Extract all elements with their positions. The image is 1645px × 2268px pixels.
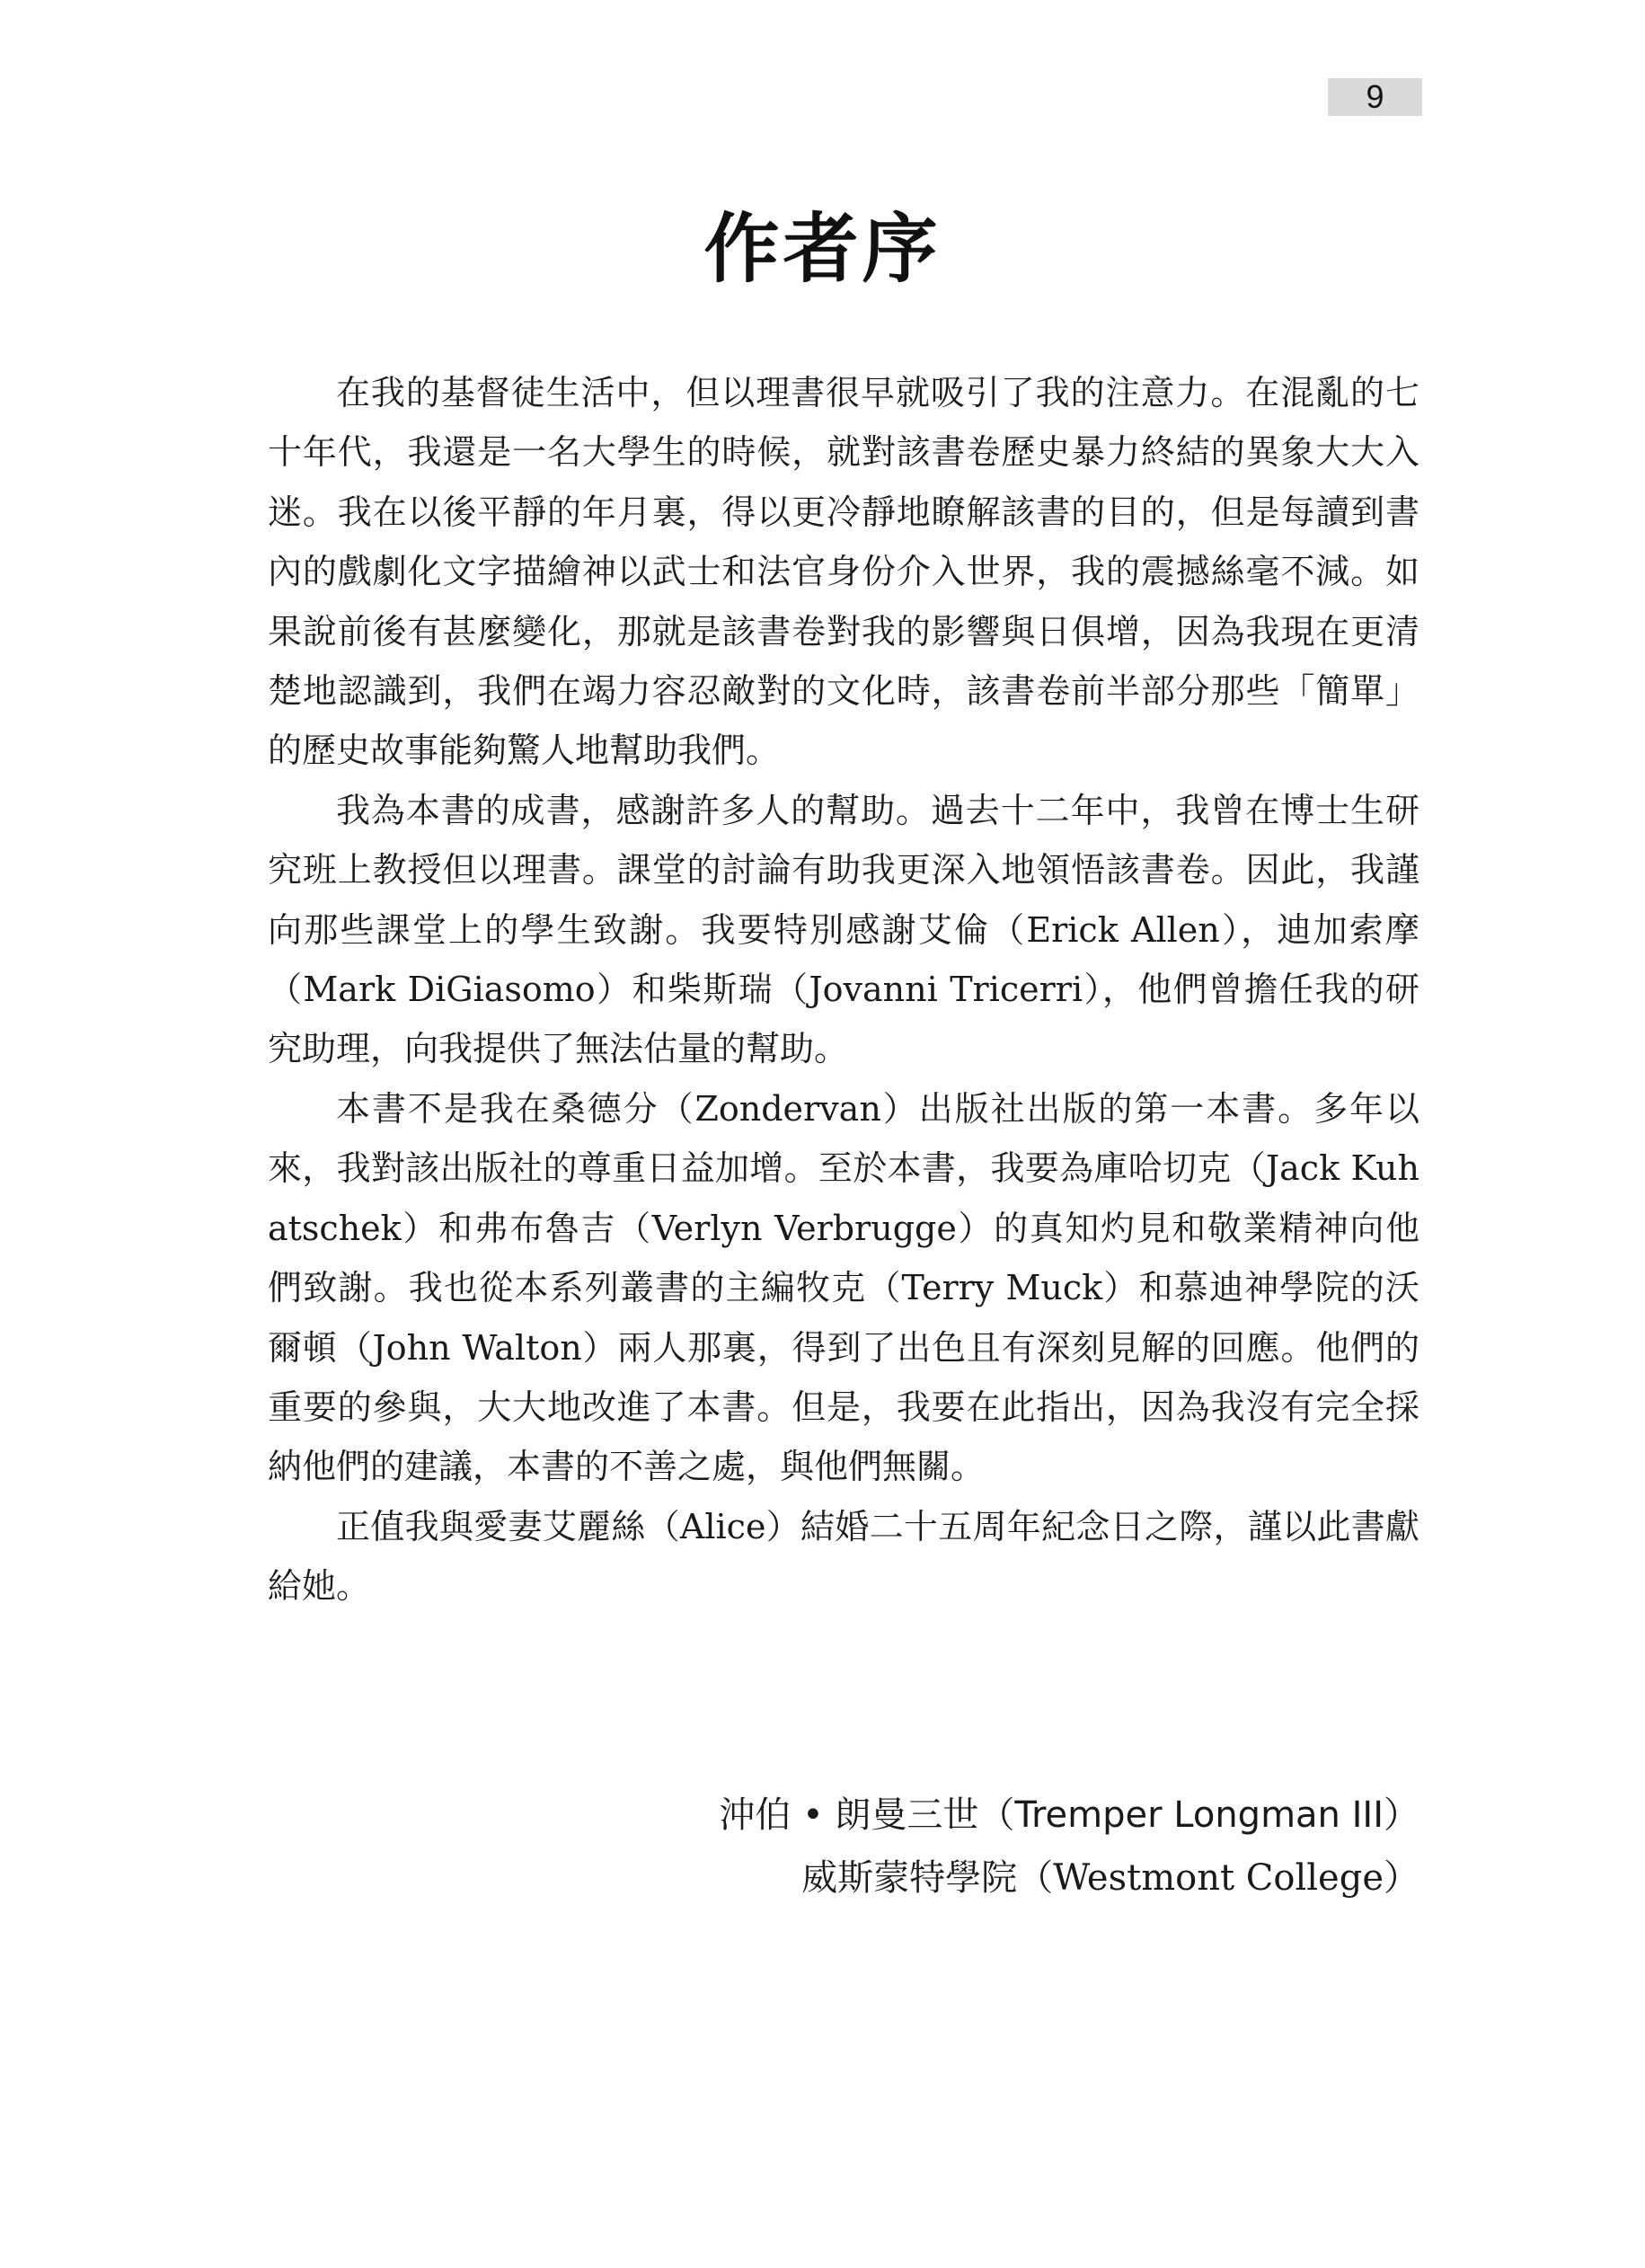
page-title: 作者序 [703,205,942,293]
paragraph: 我為本書的成書，感謝許多人的幫助。過去十二年中，我曾在博士生研究班上教授但以理書。課堂的討論有助我更深入地領悟該書卷。因此，我謹向那些課堂上的學生致謝。我要特別感謝艾倫（Erick Allen），迪加索摩（Mark DiGiasomo）和柴斯瑞（Jovanni Tricerri），他們曾擔任我的研究助理，向我提供了無法估量的幫助。 [268,790,1419,1069]
paragraph: 正值我與愛妻艾麗絲（Alice）結婚二十五周年紀念日之際，謹以此書獻給她。 [268,1506,1419,1607]
author-affiliation: 威斯蒙特學院（Westmont College） [801,1857,1419,1899]
page-number: 9 [1328,78,1422,116]
author-name: 沖伯 • 朗曼三世（Tremper Longman III） [719,1794,1419,1836]
author-signature [719,1784,1419,1909]
paragraph: 本書不是我在桑德分（Zondervan）出版社出版的第一本書。多年以來，我對該出版社的尊重日益加增。至於本書，我要為庫哈切克（Jack Kuhatschek）和弗布魯吉（Verlyn Verbrugge）的真知灼見和敬業精神向他們致謝。我也從本系列叢書的主編牧克（Terry Muck）和慕迪神學院的沃爾頓（John Walton）兩人那裏，得到了出色且有深刻見解的回應。他們的重要的參與，大大地改進了本書。但是，我要在此指出，因為我沒有完全採納他們的建議，本書的不善之處，與他們無關。 [268,1088,1419,1487]
paragraph: 在我的基督徒生活中，但以理書很早就吸引了我的注意力。在混亂的七十年代，我還是一名大學生的時候，就對該書卷歷史暴力終結的異象大大入迷。我在以後平靜的年月裏，得以更冷靜地瞭解該書的目的，但是每讀到書內的戲劇化文字描繪神以武士和法官身份介入世界，我的震撼絲毫不減。如果說前後有甚麼變化，那就是該書卷對我的影響與日俱增，因為我現在更清楚地認識到，我們在竭力容忍敵對的文化時，該書卷前半部分那些「簡單」的歷史故事能夠驚人地幫助我們。 [268,373,1419,771]
preface-body [268,363,1419,1617]
